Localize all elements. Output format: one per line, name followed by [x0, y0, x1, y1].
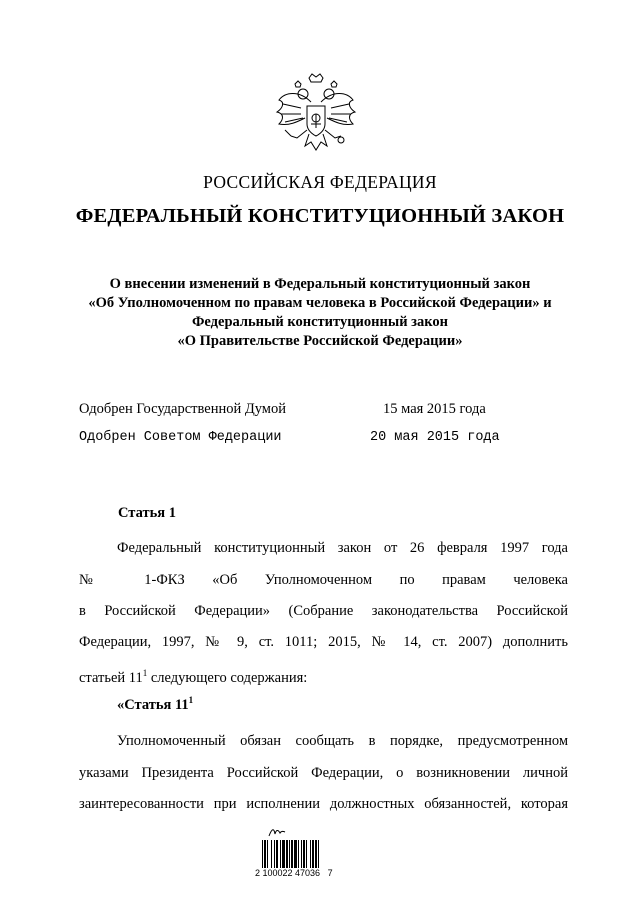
- article-1-heading: Статья 1: [118, 505, 176, 521]
- approval-duma-label: Одобрен Государственной Думой: [79, 401, 286, 417]
- approval-council-label: Одобрен Советом Федерации: [79, 430, 282, 445]
- article-1-line-5: статьей $11^1$ следующего содержания:: [79, 668, 308, 686]
- subject-line-4: «О Правительстве Российской Федерации»: [177, 333, 463, 349]
- approval-duma-date: 15 мая 2015 года: [383, 401, 486, 417]
- coat-of-arms-icon: [271, 72, 361, 167]
- subject-line-2: «Об Уполномоченном по правам человека в Российской Федерации» и: [88, 295, 552, 311]
- article-11-line-3: заинтересованности при исполнении должностных обязанностей, которая: [79, 796, 568, 812]
- article-11-line-2: указами Президента Российской Федерации, о возникновении личной: [79, 765, 568, 781]
- subject-line-3: Федеральный конституционный закон: [191, 314, 449, 330]
- article-1-line-1: Федеральный конституционный закон от 26 февраля 1997 года: [117, 540, 568, 556]
- barcode-icon: [262, 840, 342, 868]
- article-1-line-4: Федерации, 1997, № 9, ст. 1011; 2015, № 14, ст. 2007) дополнить: [79, 634, 568, 650]
- signature-mark-icon: [268, 826, 286, 838]
- approval-council-date: 20 мая 2015 года: [370, 430, 500, 445]
- country-title: РОССИЙСКАЯ ФЕДЕРАЦИЯ: [203, 172, 437, 192]
- article-1-line-3: в Российской Федерации» (Собрание законодательства Российской: [79, 603, 568, 619]
- article-1-line-2: № 1-ФКЗ «Об Уполномоченном по правам человека: [79, 572, 568, 588]
- law-type-title: ФЕДЕРАЛЬНЫЙ КОНСТИТУЦИОННЫЙ ЗАКОН: [75, 205, 565, 227]
- article-11-heading: «Статья $11^1$: [117, 695, 194, 713]
- article-11-line-1: Уполномоченный обязан сообщать в порядке, предусмотренном: [117, 733, 568, 749]
- barcode-number: 2 100022 47036 7: [255, 868, 333, 878]
- subject-line-1: О внесении изменений в Федеральный конституционный закон: [109, 276, 531, 292]
